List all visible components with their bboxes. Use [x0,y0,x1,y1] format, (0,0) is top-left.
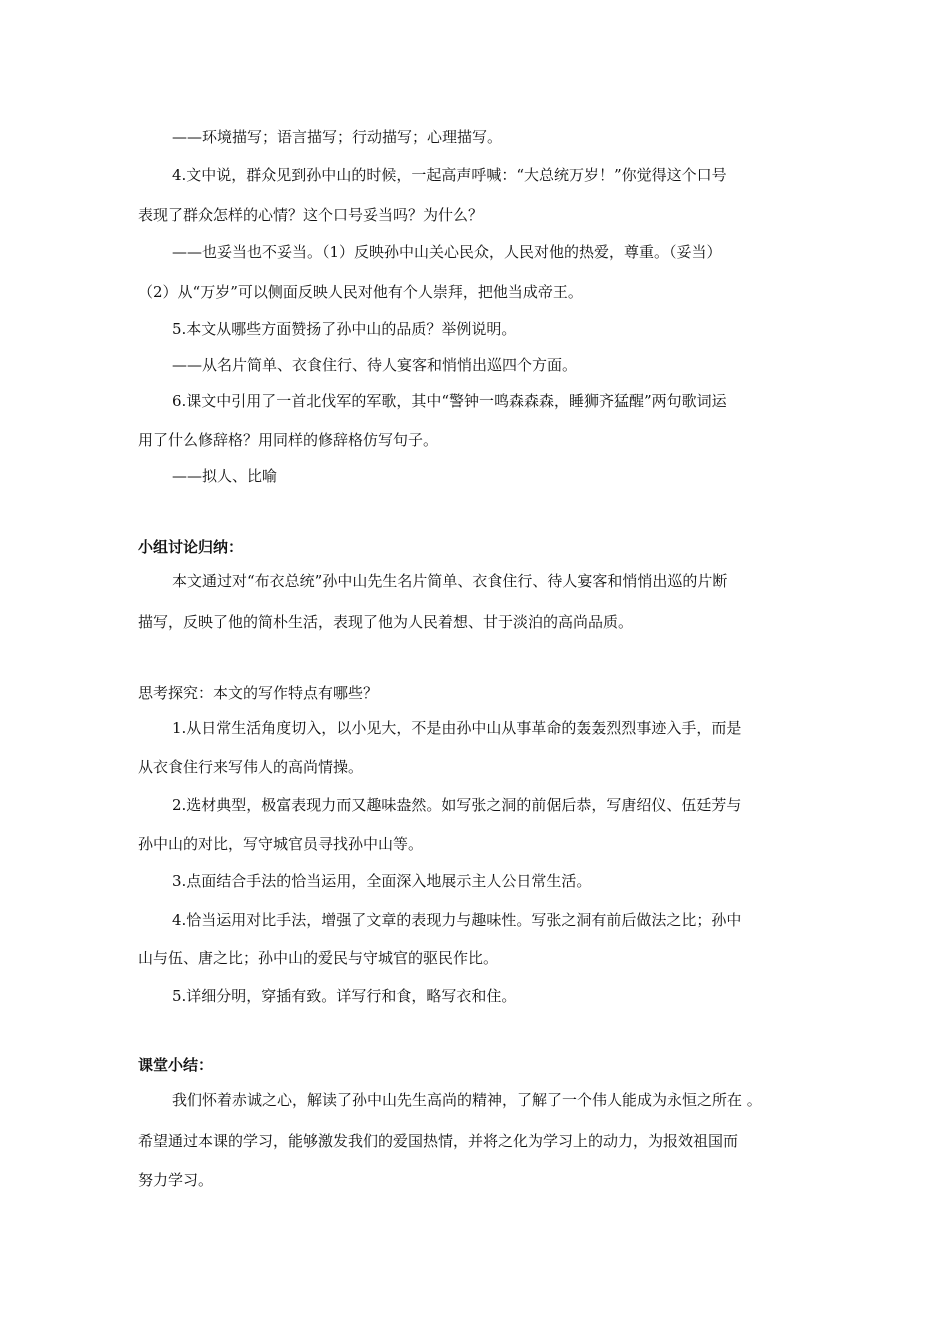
answer-line: ——也妥当也不妥当。（1）反映孙中山关心民众，人民对他的热爱，尊重。（妥当） [172,243,722,261]
answer-line: （2）从“万岁”可以侧面反映人民对他有个人崇拜，把他当成帝王。 [138,283,583,301]
answer-line: ——从名片简单、衣食住行、待人宴客和悄悄出巡四个方面。 [172,356,578,374]
list-item: 1.从日常生活角度切入，以小见大，不是由孙中山从事革命的轰轰烈烈事迹入手，而是 [172,719,742,737]
paragraph-line: 努力学习。 [138,1171,214,1189]
paragraph-line: 希望通过本课的学习，能够激发我们的爱国热情，并将之化为学习上的动力，为报效祖国而 [138,1132,739,1150]
list-item: 孙中山的对比，写守城官员寻找孙中山等。 [138,835,424,853]
question-line: 6.课文中引用了一首北伐军的军歌，其中“警钟一鸣森森森，睡狮齐猛醒”两句歌词运 [172,392,727,410]
question-line: 表现了群众怎样的心情？这个口号妥当吗？为什么？ [138,206,484,224]
list-item: 3.点面结合手法的恰当运用，全面深入地展示主人公日常生活。 [172,872,592,890]
list-item: 从衣食住行来写伟人的高尚情操。 [138,758,364,776]
list-item: 4.恰当运用对比手法，增强了文章的表现力与趣味性。写张之洞有前后做法之比；孙中 [172,911,742,929]
question-line: 用了什么修辞格？用同样的修辞格仿写句子。 [138,431,439,449]
answer-line: ——环境描写；语言描写；行动描写；心理描写。 [172,128,503,146]
paragraph-line: 我们怀着赤诚之心，解读了孙中山先生高尚的精神，了解了一个伟人能成为永恒之所在 。 [172,1091,762,1109]
answer-line: ——拟人、比喻 [172,467,278,485]
list-item: 5.详细分明，穿插有致。详写行和食，略写衣和住。 [172,987,517,1005]
section-heading-summary: 课堂小结： [138,1056,214,1074]
paragraph-line: 描写，反映了他的简朴生活，表现了他为人民着想、甘于淡泊的高尚品质。 [138,613,634,631]
list-item: 山与伍、唐之比；孙中山的爱民与守城官的驱民作比。 [138,949,499,967]
question-line: 5.本文从哪些方面赞扬了孙中山的品质？举例说明。 [172,320,517,338]
section-heading-group-discussion: 小组讨论归纳： [138,538,244,556]
list-item: 2.选材典型，极富表现力而又趣味盎然。如写张之洞的前倨后恭，写唐绍仪、伍廷芳与 [172,796,742,814]
section-heading-thinking: 思考探究：本文的写作特点有哪些？ [138,684,379,702]
question-line: 4.文中说，群众见到孙中山的时候，一起高声呼喊：“大总统万岁！”你觉得这个口号 [172,166,727,184]
paragraph-line: 本文通过对“布衣总统”孙中山先生名片简单、衣食住行、待人宴客和悄悄出巡的片断 [172,572,728,590]
